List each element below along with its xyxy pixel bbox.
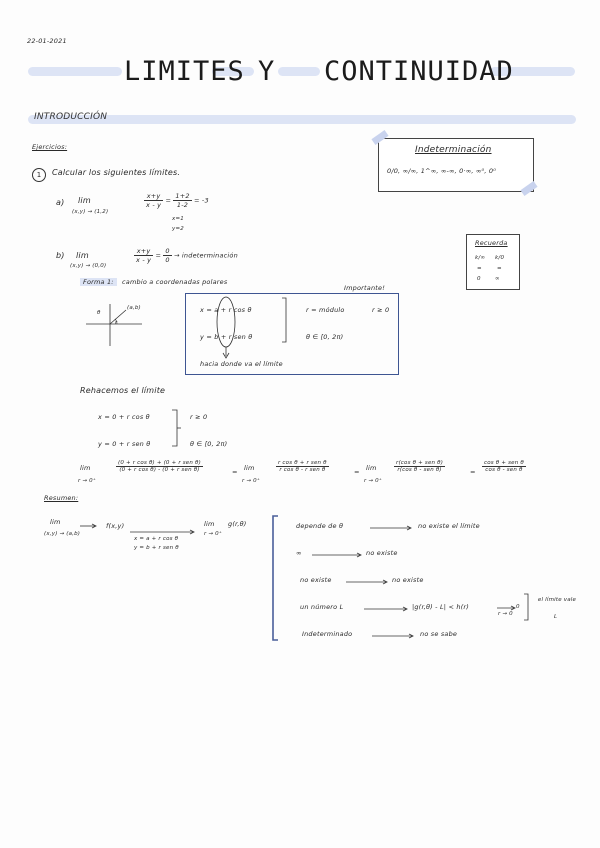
- resumen-lim-sub: (x,y) → (a,b): [44, 531, 81, 537]
- eq-sign-3: =: [470, 468, 476, 476]
- part-a-label: a): [56, 198, 65, 207]
- recuerda-val-2: ∞: [495, 276, 500, 282]
- resumen-f: f(x,y): [106, 522, 125, 530]
- date: 22-01-2021: [27, 37, 67, 45]
- part-a-sub-y: y=2: [172, 226, 184, 232]
- part-a-fraction: $\frac{x+y}{x - y}$ = $\frac{1+2}{1-2}$ = -3: [146, 192, 209, 209]
- part-b-lim-sub: (x,y) → (0,0): [70, 263, 107, 269]
- resumen-lim-2-sub: r → 0⁺: [204, 531, 222, 537]
- case-3-left: no existe: [300, 576, 332, 584]
- polar-hacia: hacia donde va el límite: [200, 360, 283, 368]
- exercise-statement: Calcular los siguientes límites.: [52, 168, 181, 177]
- section-title: INTRODUCCIÓN: [34, 112, 108, 122]
- polar-y-eq: y = b + r sen θ: [200, 333, 253, 341]
- polar-theta-range: θ ∈ [0, 2π): [306, 333, 344, 341]
- case-1-right: no existe el límite: [418, 522, 480, 530]
- axis-point-label: (a,b): [127, 305, 141, 311]
- case-4-zero: 0: [516, 604, 520, 610]
- case-4-note-l: L: [554, 614, 558, 620]
- resumen-y-sub: y = b + r sen θ: [134, 545, 179, 551]
- polar-r-cond: r ≥ 0: [372, 306, 390, 314]
- case-4-h-lim: r → 0: [498, 611, 513, 617]
- resumen-lim-2: lim: [204, 520, 215, 528]
- indeterminacion-title: Indeterminación: [415, 145, 492, 155]
- case-4-note: el límite vale: [537, 597, 577, 603]
- recuerda-eq-1: =: [477, 266, 482, 272]
- part-a-sub-x: x=1: [172, 216, 184, 222]
- eq-sign-2: =: [354, 468, 360, 476]
- resumen-title: Resumen:: [44, 494, 79, 502]
- rehacemos-frac-3: $\frac{\text{r(cos θ + sen θ)}}{\text{r(cos θ - sen θ)}}$: [396, 460, 444, 473]
- rehacemos-frac-1: $\frac{\text{(0 + r cos θ) + (0 + r sen θ)}}{\text{(0 + r cos θ) - (0 + r sen θ)}}$: [118, 460, 201, 473]
- rehacemos-r-cond: r ≥ 0: [190, 413, 208, 421]
- polar-x-eq: x = a + r cos θ: [200, 306, 252, 314]
- rehacemos-lim-3: lim: [366, 464, 377, 472]
- rehacemos-lim-3-sub: r → 0⁺: [364, 478, 382, 484]
- rehacemos-lim-2: lim: [244, 464, 255, 472]
- indeterminacion-list: 0/0, ∞/∞, 1^∞, ∞-∞, 0·∞, ∞⁰, 0⁰: [387, 167, 497, 175]
- rehacemos-y-eq: y = 0 + r sen θ: [98, 440, 151, 448]
- resumen-g: g(r,θ): [228, 520, 247, 528]
- rehacemos-lim: lim: [80, 464, 91, 472]
- recuerda-val-1: 0: [477, 276, 481, 282]
- recuerda-eq-2: =: [497, 266, 502, 272]
- rehacemos-frac-2: $\frac{\text{r cos θ + r sen θ}}{\text{r cos θ - r sen θ}}$: [278, 460, 327, 473]
- recuerda-frac-1: k/∞: [475, 255, 486, 261]
- page-title-limites: LIMITES: [124, 56, 245, 87]
- case-2-left: ∞: [296, 549, 302, 557]
- recuerda-frac-2: k/0: [495, 255, 505, 261]
- case-2-right: no existe: [366, 549, 398, 557]
- case-1-left: depende de θ: [296, 522, 344, 530]
- part-b-lim: lim: [76, 251, 89, 260]
- resumen-x-sub: x = a + r cos θ: [134, 536, 179, 542]
- exercise-number: 1: [32, 168, 46, 182]
- page-title-continuidad: CONTINUIDAD: [324, 56, 514, 87]
- part-b-fraction: $\frac{x+y}{x - y}$ = $\frac{0}{0}$ → indeterminación: [136, 247, 238, 264]
- axis-theta-label: θ: [97, 310, 101, 316]
- rehacemos-theta: θ ∈ [0, 2π): [190, 440, 228, 448]
- rehacemos-lim-2-sub: r → 0⁺: [242, 478, 260, 484]
- rehacemos-lim-sub: r → 0⁺: [78, 478, 96, 484]
- case-5-left: Indeterminado: [302, 630, 353, 638]
- eq-sign-1: =: [232, 468, 238, 476]
- resumen-lim: lim: [50, 518, 61, 526]
- recuerda-title: Recuerda: [475, 239, 508, 247]
- rehacemos-frac-4: $\frac{\text{cos θ + sen θ}}{\text{cos θ - sen θ}}$: [484, 460, 524, 473]
- forma-1-label: Forma 1:: [80, 278, 117, 286]
- polar-intro: cambio a coordenadas polares: [122, 278, 228, 286]
- axis-r-label: r: [115, 320, 118, 326]
- page-title-y: Y: [258, 56, 276, 87]
- part-a-lim: lim: [78, 196, 91, 205]
- case-5-right: no se sabe: [420, 630, 458, 638]
- part-a-lim-sub: (x,y) → (1,2): [72, 209, 109, 215]
- importante-label: Importante!: [344, 284, 386, 292]
- case-3-right: no existe: [392, 576, 424, 584]
- rehacemos-title: Rehacemos el límite: [80, 386, 166, 395]
- part-b-label: b): [56, 251, 65, 260]
- polar-r-desc: r = módulo: [306, 306, 345, 314]
- exercises-label: Ejercicios:: [32, 143, 68, 151]
- case-4-right: |g(r,θ) - L| < h(r): [412, 603, 470, 611]
- case-4-left: un número L: [300, 603, 344, 611]
- rehacemos-x-eq: x = 0 + r cos θ: [98, 413, 150, 421]
